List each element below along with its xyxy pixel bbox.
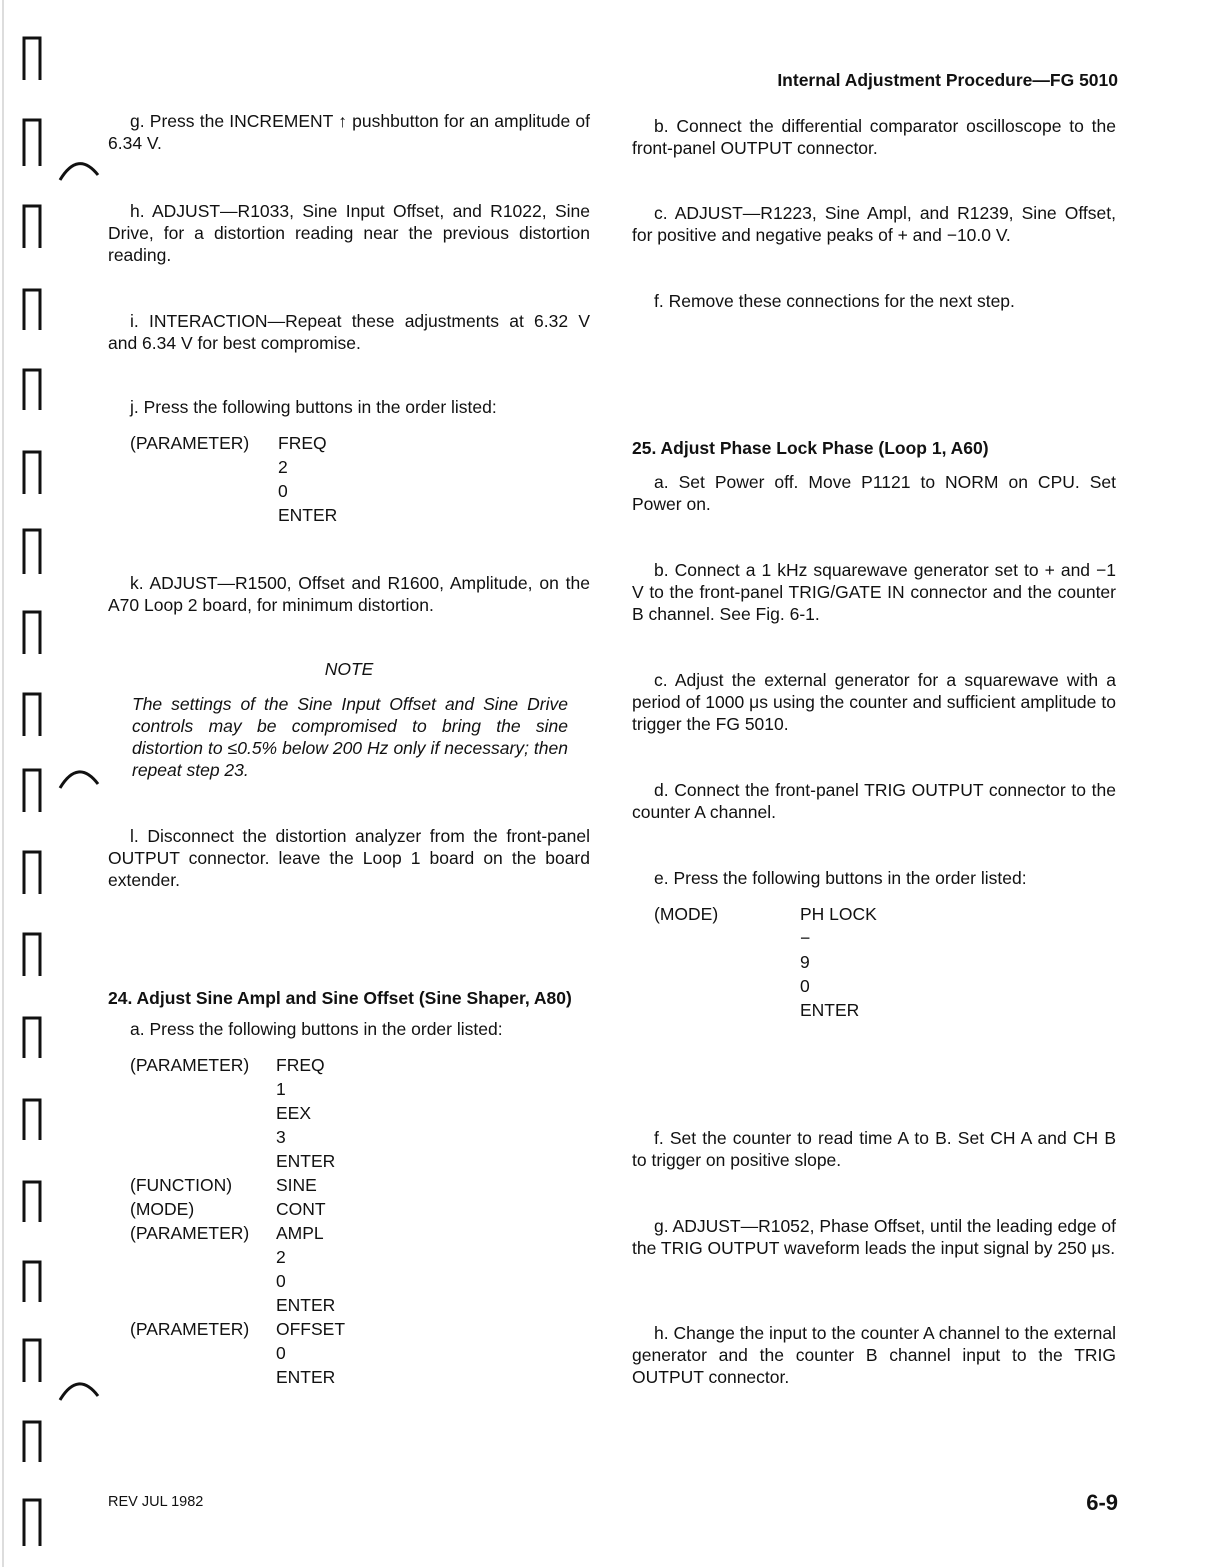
sequence-key: 0: [276, 1271, 286, 1291]
sequence-key: 2: [276, 1247, 286, 1267]
sequence-key: ENTER: [278, 505, 338, 525]
sequence-key: FREQ: [278, 433, 327, 453]
sequence-label: (PARAMETER): [130, 1223, 250, 1243]
step-23h-text: h. ADJUST—R1033, Sine Input Offset, and R1022, Sine Drive, for a distortion reading near the previous distortion reading.: [108, 201, 590, 265]
step-23j-text: j. Press the following buttons in the order listed:: [130, 397, 497, 417]
sequence-key: AMPL: [276, 1223, 324, 1243]
revision-date: REV JUL 1982: [108, 1494, 204, 1510]
step-25f-text: f. Set the counter to read time A to B. Set CH A and CH B to trigger on positive slope.: [632, 1128, 1116, 1170]
step-25c-text: c. Adjust the external generator for a squarewave with a period of 1000 μs using the counter and sufficient amplitude to trigger the FG 5010.: [632, 670, 1116, 734]
sequence-label: (MODE): [130, 1199, 195, 1219]
sequence-key: ENTER: [276, 1151, 336, 1171]
sequence-key: CONT: [276, 1199, 326, 1219]
sequence-label: (PARAMETER): [130, 1055, 250, 1075]
sequence-key: 0: [278, 481, 288, 501]
sequence-label: (PARAMETER): [130, 1319, 250, 1339]
step-25d-text: d. Connect the front-panel TRIG OUTPUT connector to the counter A channel.: [632, 780, 1116, 822]
sequence-key: PH LOCK: [800, 904, 877, 924]
step-25-heading: 25. Adjust Phase Lock Phase (Loop 1, A60): [632, 438, 989, 458]
binder-marks-graphic: [0, 0, 110, 1567]
step-24b-text: b. Connect the differential comparator oscilloscope to the front-panel OUTPUT connector.: [632, 116, 1116, 158]
sequence-key: 0: [276, 1343, 286, 1363]
sequence-label: (PARAMETER): [130, 433, 250, 453]
page-number: 6-9: [1086, 1490, 1118, 1515]
sequence-key: ENTER: [800, 1000, 860, 1020]
sequence-key: 2: [278, 457, 288, 477]
sequence-key: FREQ: [276, 1055, 325, 1075]
sequence-key: SINE: [276, 1175, 317, 1195]
sequence-label: (MODE): [654, 904, 719, 924]
sequence-key: 9: [800, 952, 810, 972]
note-body: The settings of the Sine Input Offset and Sine Drive controls may be compromised to bring the sine distortion to ≤0.5% below 200 Hz only if necessary; then repeat step 23.: [132, 694, 568, 780]
step-24f-text: f. Remove these connections for the next step.: [654, 291, 1015, 311]
page-header: Internal Adjustment Procedure—FG 5010: [777, 70, 1118, 90]
binder-marks: [0, 0, 110, 1567]
sequence-key: 1: [276, 1079, 286, 1099]
step-25a-text: a. Set Power off. Move P1121 to NORM on CPU. Set Power on.: [632, 472, 1116, 514]
note-title: NOTE: [324, 659, 374, 679]
step-25b-text: b. Connect a 1 kHz squarewave generator set to + and −1 V to the front-panel TRIG/GATE IN connector and the counter B channel. See Fig. 6-1.: [632, 560, 1116, 624]
step-23i-text: i. INTERACTION—Repeat these adjustments at 6.32 V and 6.34 V for best compromise.: [108, 311, 590, 353]
sequence-key: EEX: [276, 1103, 312, 1123]
step-23l-text: l. Disconnect the distortion analyzer from the front-panel OUTPUT connector. leave the Loop 1 board on the board extender.: [108, 826, 590, 890]
sequence-key: −: [800, 928, 811, 948]
sequence-key: OFFSET: [276, 1319, 346, 1339]
step-23k-text: k. ADJUST—R1500, Offset and R1600, Amplitude, on the A70 Loop 2 board, for minimum distortion.: [108, 573, 590, 615]
step-25h-text: h. Change the input to the counter A channel to the external generator and the counter B channel input to the TRIG OUTPUT connector.: [632, 1323, 1116, 1387]
step-24c-text: c. ADJUST—R1223, Sine Ampl, and R1239, Sine Offset, for positive and negative peaks of + and −10.0 V.: [632, 203, 1116, 245]
step-23g-text: g. Press the INCREMENT ↑ pushbutton for an amplitude of 6.34 V.: [108, 111, 590, 153]
step-25e-text: e. Press the following buttons in the order listed:: [654, 868, 1027, 888]
sequence-key: ENTER: [276, 1295, 336, 1315]
left-column: [108, 0, 590, 1450]
step-24-heading: 24. Adjust Sine Ampl and Sine Offset (Sine Shaper, A80): [108, 988, 572, 1008]
sequence-key: 3: [276, 1127, 286, 1147]
step-24a-text: a. Press the following buttons in the order listed:: [130, 1019, 503, 1039]
sequence-key: 0: [800, 976, 810, 996]
sequence-label: (FUNCTION): [130, 1175, 233, 1195]
right-column: [632, 0, 1116, 1450]
step-25g-text: g. ADJUST—R1052, Phase Offset, until the leading edge of the TRIG OUTPUT waveform leads the input signal by 250 μs.: [632, 1216, 1116, 1258]
sequence-key: ENTER: [276, 1367, 336, 1387]
